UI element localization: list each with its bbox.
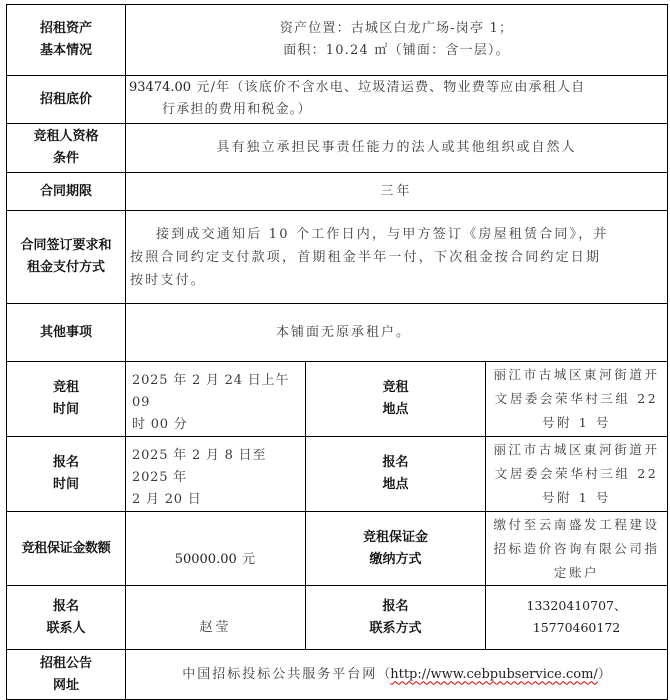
- row-bid-time-place: [7, 362, 668, 437]
- rental-notice-table: [6, 4, 668, 700]
- label-asset-info: 招租资产 基本情况: [7, 5, 126, 76]
- row-signup-time-place: [7, 437, 668, 512]
- row-deposit: [7, 512, 668, 586]
- value-signing-payment: 接到成交通知后 10 个工作日内，与甲方签订《房屋租赁合同》，并 按照合同约定支付款项，首期租金半年一付，下次租金按合同约定日期 按时支付。: [126, 211, 668, 304]
- label-term: 合同期限: [7, 173, 126, 211]
- row-contact: [7, 586, 668, 650]
- label-contact-method: 报名 联系方式: [306, 586, 486, 650]
- label-contact-person: 报名 联系人: [7, 586, 126, 650]
- row-other-matters: [7, 304, 668, 362]
- label-deposit-method: 竞租保证金 缴纳方式: [306, 512, 486, 586]
- price-description-cont: 行承担的费用和税金。）: [162, 102, 312, 117]
- value-term: 三年: [126, 173, 668, 211]
- value-asset-info: [126, 5, 668, 76]
- website-url-link[interactable]: http://www.cebpubservice.com/: [390, 666, 598, 682]
- label-qualification: 竞租人资格 条件: [7, 124, 126, 173]
- row-asset-info: [7, 5, 668, 76]
- asset-area: 面积：10.24 ㎡（铺面：含一层）。: [283, 43, 510, 58]
- label-signup-time: 报名 时间: [7, 437, 126, 512]
- asset-location: 资产位置：古城区白龙广场-岗亭 1；: [279, 21, 514, 36]
- price-amount: 93474.00: [129, 80, 192, 95]
- row-website: [7, 650, 668, 700]
- value-bid-time: 2025 年 2 月 24 日上午 09 时 00 分: [126, 362, 306, 437]
- value-deposit-amount: 50000.00 元: [126, 512, 306, 586]
- label-other-matters: 其他事项: [7, 304, 126, 362]
- price-description: 元/年（该底价不含水电、垃圾清运费、物业费等应由承租人自: [191, 80, 586, 95]
- label-signup-place: 报名 地点: [306, 437, 486, 512]
- website-name: 中国招标投标公共服务平台网: [182, 666, 378, 682]
- value-bid-place: 丽江市古城区東河街道开 文居委会荣华村三组 22 号附 1 号: [486, 362, 668, 437]
- row-qualification: [7, 124, 668, 173]
- label-website: 招租公告 网址: [7, 650, 126, 700]
- value-signup-time: 2025 年 2 月 8 日至 2025 年 2 月 20 日: [126, 437, 306, 512]
- label-deposit-amount: 竞租保证金数额: [7, 512, 126, 586]
- value-other-matters: 本铺面无原承租户。: [126, 304, 668, 362]
- value-deposit-method: 缴付至云南盛发工程建设 招标造价咨询有限公司指 定账户: [486, 512, 668, 586]
- label-bid-place: 竞租 地点: [306, 362, 486, 437]
- row-base-price: [7, 76, 668, 124]
- row-signing-payment: [7, 211, 668, 304]
- value-website: 中国招标投标公共服务平台网（http://www.cebpubservice.com/）: [126, 650, 668, 700]
- value-qualification: 具有独立承担民事责任能力的法人或其他组织或自然人: [126, 124, 668, 173]
- row-term: [7, 173, 668, 211]
- label-base-price: 招租底价: [7, 76, 126, 124]
- label-bid-time: 竞租 时间: [7, 362, 126, 437]
- value-contact-phone: 13320410707、15770460172: [486, 586, 668, 650]
- value-contact-person: 赵莹: [126, 586, 306, 650]
- label-signing-payment: 合同签订要求和 租金支付方式: [7, 211, 126, 304]
- value-base-price: [126, 76, 668, 124]
- value-signup-place: 丽江市古城区東河街道开 文居委会荣华村三组 22 号附 1 号: [486, 437, 668, 512]
